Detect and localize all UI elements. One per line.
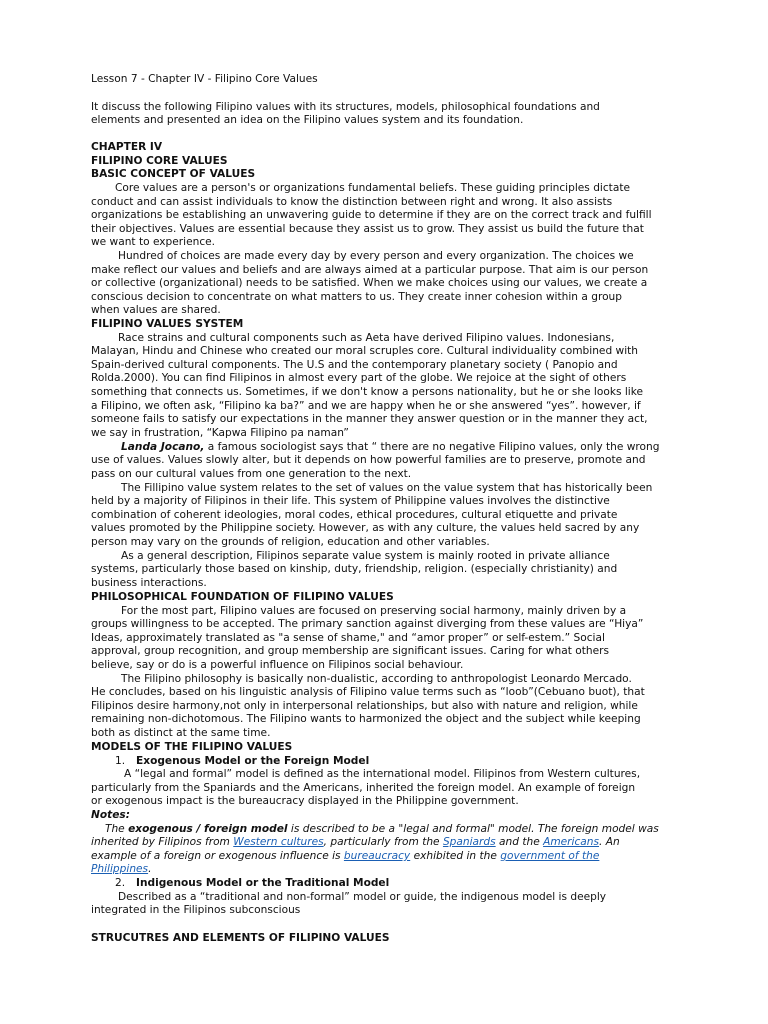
paragraph-line: approval, group recognition, and group membership are significant issues. Caring for what others [91, 645, 610, 657]
lesson-title: Lesson 7 - Chapter IV - Filipino Core Values [91, 73, 318, 85]
paragraph-line: remaining non-dichotomous. The Filipino wants to harmonized the object and the subject while keeping [91, 713, 641, 725]
paragraph-line: we say in frustration, “Kapwa Filipino pa naman” [91, 427, 349, 439]
models-heading: MODELS OF THE FILIPINO VALUES [91, 741, 293, 753]
paragraph-line: believe, say or do is a powerful influence on Filipinos social behaviour. [91, 659, 464, 671]
paragraph-line: or exogenous impact is the bureaucracy displayed in the Philippine government. [91, 795, 519, 807]
paragraph-line: something that connects us. Sometimes, if we don't know a persons nationality, but he or she looks like [91, 386, 644, 398]
paragraph-line: make reflect our values and beliefs and are always aimed at a particular purpose. That aim is our person [91, 264, 649, 276]
paragraph-line: integrated in the Filipinos subconscious [91, 904, 301, 916]
notes-line: inherited by Filipinos from Western cultures, particularly from the Spaniards and the Americans. An [91, 836, 620, 848]
intro-line: It discuss the following Filipino values with its structures, models, philosophical foundations and [91, 101, 600, 113]
model-2-title: Indigenous Model or the Traditional Model [136, 877, 390, 889]
paragraph-line: For the most part, Filipino values are focused on preserving social harmony, mainly driven by a [121, 605, 627, 617]
paragraph-line: when values are shared. [91, 304, 221, 316]
paragraph-line: held by a majority of Filipinos in their life. This system of Philippine values involves the distinctive [91, 495, 610, 507]
paragraph-line: or collective (organizational) needs to be satisfied. When we make choices using our values, we create a [91, 277, 648, 289]
western-cultures-link[interactable]: Western cultures [233, 836, 324, 848]
structures-heading: STRUCUTRES AND ELEMENTS OF FILIPINO VALUES [91, 932, 390, 944]
paragraph-line: He concludes, based on his linguistic analysis of Filipino value terms such as “loob”(Cebuano buot), that [91, 686, 645, 698]
exogenous-term: exogenous / foreign model [128, 823, 288, 835]
paragraph-line: we want to experience. [91, 236, 216, 248]
government-link[interactable]: government of the [500, 850, 600, 862]
list-number: 1. [115, 755, 126, 767]
paragraph-line: a Filipino, we often ask, “Filipino ka ba?” and we are happy when he or she answered “yes”. however, if [91, 400, 641, 412]
paragraph-line: Rolda.2000). You can find Filipinos in almost every part of the globe. We rejoice at the sight of others [91, 372, 627, 384]
paragraph-line: both as distinct at the same time. [91, 727, 271, 739]
notes-line: Philippines. [91, 863, 152, 875]
paragraph-line: business interactions. [91, 577, 207, 589]
spaniards-link[interactable]: Spaniards [442, 836, 496, 848]
paragraph-line: groups willingness to be accepted. The primary sanction against diverging from these values are “Hiya” [91, 618, 644, 630]
intro-line: elements and presented an idea on the Filipino values system and its foundation. [91, 114, 524, 126]
philippines-link[interactable]: Philippines [91, 863, 149, 875]
paragraph-line: conscious decision to concentrate on what matters to us. They create inner cohesion within a group [91, 291, 622, 303]
paragraph-line: Filipinos desire harmony,not only in interpersonal relationships, but also with nature and religion, while [91, 700, 638, 712]
notes-line: example of a foreign or exogenous influence is bureaucracy exhibited in the government of the [91, 850, 600, 862]
paragraph-line: pass on our cultural values from one generation to the next. [91, 468, 412, 480]
paragraph-line: conduct and can assist individuals to know the distinction between right and wrong. It also assists [91, 196, 613, 208]
paragraph-line: Race strains and cultural components such as Aeta have derived Filipino values. Indonesians, [118, 332, 615, 344]
paragraph-line: values promoted by the Philippine society. However, as with any culture, the values held sacred by any [91, 522, 640, 534]
paragraph-line: particularly from the Spaniards and the Americans, inherited the foreign model. An example of foreign [91, 782, 636, 794]
paragraph-line: systems, particularly those based on kinship, duty, friendship, religion. (especially christianity) and [91, 563, 618, 575]
paragraph-line: Ideas, approximately translated as "a sense of shame," and “amor proper” or self-estem.” Social [91, 632, 605, 644]
paragraph-line: Hundred of choices are made every day by every person and every organization. The choices we [118, 250, 634, 262]
paragraph-line: organizations be establishing an unwavering guide to determine if they are on the correct track and fulfill [91, 209, 652, 221]
notes-label: Notes: [91, 809, 130, 821]
paragraph-line: person may vary on the grounds of religion, education and other variables. [91, 536, 490, 548]
paragraph-line: Spain-derived cultural components. The U.S and the contemporary planetary society ( Panopio and [91, 359, 618, 371]
paragraph-line: Described as a “traditional and non-formal” model or guide, the indigenous model is deeply [118, 891, 607, 903]
bureaucracy-link[interactable]: bureaucracy [343, 850, 411, 862]
paragraph-line: Malayan, Hindu and Chinese who created our moral scruples core. Cultural individuality combined with [91, 345, 639, 357]
paragraph-line: The Filipino philosophy is basically non-dualistic, according to anthropologist Leonardo Mercado. [121, 673, 632, 685]
jocano-name: Landa Jocano, [121, 441, 205, 453]
paragraph-line: their objectives. Values are essential because they assist us to grow. They assist us build the future that [91, 223, 644, 235]
paragraph-line: combination of coherent ideologies, moral codes, ethical procedures, cultural etiquette and private [91, 509, 618, 521]
jocano-text: a famous sociologist says that “ there are no negative Filipino values, only the wrong [204, 441, 660, 453]
list-number: 2. [115, 877, 126, 889]
paragraph-line: Core values are a person's or organizations fundamental beliefs. These guiding principles dictate [115, 182, 631, 194]
paragraph-line: someone fails to satisfy our expectations in the manner they answer question or in the manner they act, [91, 413, 648, 425]
chapter-label: CHAPTER IV [91, 141, 163, 153]
chapter-title: FILIPINO CORE VALUES [91, 155, 228, 167]
basic-concept-heading: BASIC CONCEPT OF VALUES [91, 168, 256, 180]
paragraph-line: A “legal and formal” model is defined as the international model. Filipinos from Western cultures, [124, 768, 641, 780]
americans-link[interactable]: Americans [543, 836, 600, 848]
notes-line: The exogenous / foreign model is described to be a "legal and formal" model. The foreign model was [105, 823, 659, 835]
values-system-heading: FILIPINO VALUES SYSTEM [91, 318, 244, 330]
paragraph-line: use of values. Values slowly alter, but it depends on how powerful families are to preserve, promote and [91, 454, 646, 466]
paragraph-line [121, 441, 659, 455]
model-1-title: Exogenous Model or the Foreign Model [136, 755, 370, 767]
philosophical-heading: PHILOSOPHICAL FOUNDATION OF FILIPINO VALUES [91, 591, 394, 603]
paragraph-line: As a general description, Filipinos separate value system is mainly rooted in private alliance [121, 550, 610, 562]
paragraph-line: The Fillipino value system relates to the set of values on the value system that has historically been [121, 482, 653, 494]
